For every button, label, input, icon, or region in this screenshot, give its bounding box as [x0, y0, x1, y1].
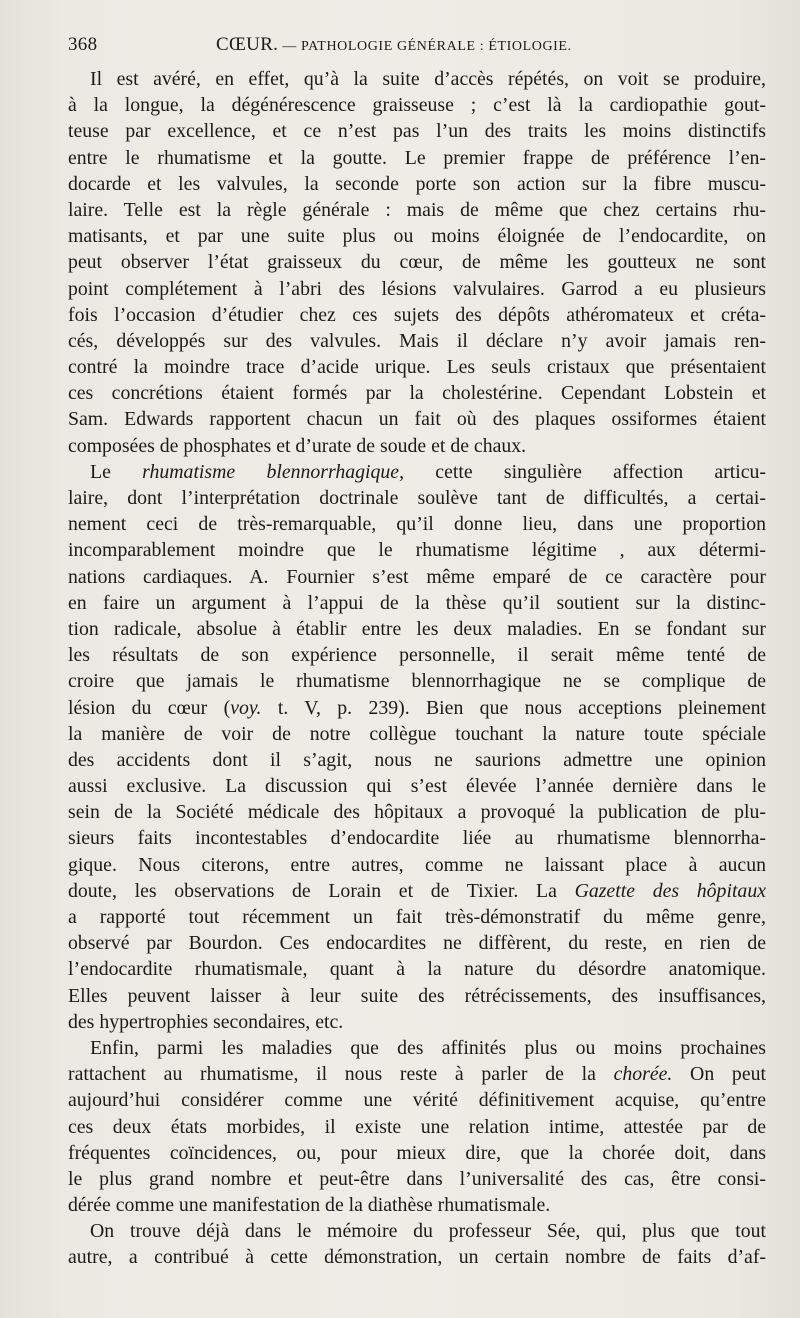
italic-text: chorée. [613, 1063, 673, 1086]
text-segment: nations cardiaques. A. Fournier s’est même emparé de ce caractère pour [68, 565, 766, 588]
text-line [68, 1035, 766, 1061]
text-segment: l’endocardite rhumatismale, quant à la nature du désordre anatomique. [68, 958, 766, 981]
italic-text: Gazette des hôpitaux [574, 879, 766, 902]
text-segment: incomparablement moindre que le rhumatisme légitime , aux détermi- [68, 539, 766, 562]
text-segment: Le [90, 460, 143, 483]
text-segment: matisants, et par une suite plus ou moins éloignée de l’endocardite, on [68, 225, 766, 248]
text-segment: observé par Bourdon. Ces endocardites ne diffèrent, du reste, en rien de [68, 932, 766, 955]
text-segment: point complétement à l’abri des lésions valvulaires. Garrod a eu plusieurs [68, 277, 766, 300]
text-segment: lésion du cœur ( [68, 696, 231, 719]
text-segment: contré la moindre trace d’acide urique. Les seuls cristaux que présentaient [68, 356, 766, 379]
text-segment: t. V, p. 239). Bien que nous acceptions pleinement [261, 696, 766, 719]
running-header [68, 34, 766, 62]
text-segment: dérée comme une manifestation de la diathèse rhumatismale. [68, 1194, 551, 1217]
text-segment: ces deux états morbides, il existe une relation intime, attestée par de [68, 1115, 766, 1138]
text-segment: la manière de voir de notre collègue touchant la nature toute spéciale [68, 722, 766, 745]
text-line [68, 171, 766, 197]
text-line [68, 1140, 766, 1166]
text-segment: On peut [672, 1063, 766, 1086]
page-number: 368 [68, 34, 98, 55]
running-title-section: PATHOLOGIE GÉNÉRALE : ÉTIOLOGIE. [301, 39, 572, 54]
text-segment: fréquentes coïncidences, ou, pour mieux dire, que la chorée doit, dans [68, 1141, 766, 1164]
text-line [68, 668, 766, 694]
text-segment: sieurs faits incontestables d’endocardite liée au rhumatisme blennorrha- [68, 827, 766, 850]
text-segment: cés, développés sur des valvules. Mais il déclare n’y avoir jamais ren- [68, 329, 766, 352]
text-segment: les résultats de son expérience personnelle, il serait même tenté de [68, 644, 766, 667]
text-segment: Enfin, parmi les maladies que des affinités plus ou moins prochaines [90, 1036, 766, 1059]
text-line [68, 564, 766, 590]
text-body [68, 66, 766, 1271]
italic-text: voy. [230, 696, 262, 719]
text-segment: a rapporté tout récemment un fait très-démonstratif du même genre, [68, 906, 766, 928]
text-line [68, 511, 766, 537]
text-segment: aussi exclusive. La discussion qui s’est élevée l’année dernière dans le [68, 775, 766, 798]
text-line [68, 354, 766, 380]
text-line [68, 433, 766, 459]
text-line [68, 590, 766, 616]
text-line [68, 197, 766, 223]
text-line [68, 852, 766, 878]
text-line [68, 956, 766, 982]
running-title-dash: — [278, 39, 302, 54]
text-segment: , cette singulière affection articu- [399, 460, 766, 483]
text-segment: autre, a contribué à cette démonstration, un certain nombre de faits d’af- [68, 1246, 766, 1269]
text-segment: nement ceci de très-remarquable, qu’il donne lieu, dans une proportion [68, 513, 766, 536]
text-line [68, 1218, 766, 1244]
text-line [68, 145, 766, 171]
text-line [68, 1166, 766, 1192]
text-line [68, 459, 766, 485]
text-line [68, 92, 766, 118]
text-segment: en faire un argument à l’appui de la thèse qu’il soutient sur la distinc- [68, 591, 766, 614]
text-line [68, 66, 766, 92]
text-line [68, 118, 766, 144]
text-segment: à la longue, la dégénérescence graisseuse ; c’est là la cardiopathie gout- [68, 94, 766, 117]
text-line [68, 747, 766, 773]
text-segment: composées de phosphates et d’urate de soude et de chaux. [68, 434, 527, 457]
text-line [68, 721, 766, 747]
text-line [68, 983, 766, 1009]
text-line [68, 799, 766, 825]
text-line [68, 904, 766, 930]
text-segment: ces concrétions étaient formés par la cholestérine. Cependant Lobstein et [68, 382, 766, 405]
text-line [68, 825, 766, 851]
text-line [68, 380, 766, 406]
text-line [68, 537, 766, 563]
text-segment: docarde et les valvules, la seconde porte son action sur la fibre muscu- [68, 172, 766, 195]
text-segment: aujourd’hui considérer comme une vérité définitivement acquise, qu’entre [68, 1089, 766, 1112]
text-line [68, 1087, 766, 1113]
text-line [68, 485, 766, 511]
text-line [68, 223, 766, 249]
running-title [216, 34, 572, 56]
text-segment: Il est avéré, en effet, qu’à la suite d’accès répétés, on voit se produire, [90, 68, 766, 90]
text-segment: croire que jamais le rhumatisme blennorrhagique ne se complique de [68, 670, 766, 693]
text-segment: laire. Telle est la règle générale : mais de même que chez certains rhu- [68, 198, 766, 221]
running-title-main: CŒUR. [216, 34, 279, 55]
text-line [68, 406, 766, 432]
text-line [68, 695, 766, 721]
text-line [68, 878, 766, 904]
text-segment: peut observer l’état graisseux du cœur, de même les goutteux ne sont [68, 251, 766, 274]
text-segment: le plus grand nombre et peut-être dans l’universalité des cas, être consi- [68, 1167, 766, 1190]
text-line [68, 773, 766, 799]
text-segment: Sam. Edwards rapportent chacun un fait où des plaques ossiformes étaient [68, 408, 766, 431]
text-segment: rattachent au rhumatisme, il nous reste à parler de la [68, 1063, 614, 1086]
text-line [68, 1061, 766, 1087]
text-line [68, 616, 766, 642]
text-segment: des accidents dont il s’agit, nous ne saurions admettre une opinion [68, 748, 766, 771]
text-line [68, 328, 766, 354]
text-line [68, 1244, 766, 1270]
text-line [68, 1009, 766, 1035]
text-segment: laire, dont l’interprétation doctrinale soulève tant de difficultés, a certai- [68, 487, 766, 509]
text-line [68, 1192, 766, 1218]
text-line [68, 1114, 766, 1140]
text-segment: tion radicale, absolue à établir entre les deux maladies. En se fondant sur [68, 617, 766, 640]
text-line [68, 276, 766, 302]
text-segment: gique. Nous citerons, entre autres, comme ne laissant place à aucun [68, 853, 766, 876]
text-line [68, 302, 766, 328]
text-segment: fois l’occasion d’étudier chez ces sujets des dépôts athéromateux et créta- [68, 303, 766, 326]
text-segment: sein de la Société médicale des hôpitaux a provoqué la publication de plu- [68, 801, 766, 824]
text-segment: des hypertrophies secondaires, etc. [68, 1010, 344, 1033]
text-segment: teuse par excellence, et ce n’est pas l’un des traits les moins distinctifs [68, 120, 766, 143]
text-segment: entre le rhumatisme et la goutte. Le premier frappe de préférence l’en- [68, 146, 766, 169]
text-line [68, 249, 766, 275]
text-segment: doute, les observations de Lorain et de Tixier. La [68, 879, 575, 902]
italic-text: rhumatisme blennorrhagique [142, 460, 400, 483]
text-segment: On trouve déjà dans le mémoire du professeur Sée, qui, plus que tout [90, 1220, 766, 1243]
text-line [68, 930, 766, 956]
text-segment: Elles peuvent laisser à leur suite des rétrécissements, des insuffisances, [68, 984, 766, 1007]
text-line [68, 642, 766, 668]
